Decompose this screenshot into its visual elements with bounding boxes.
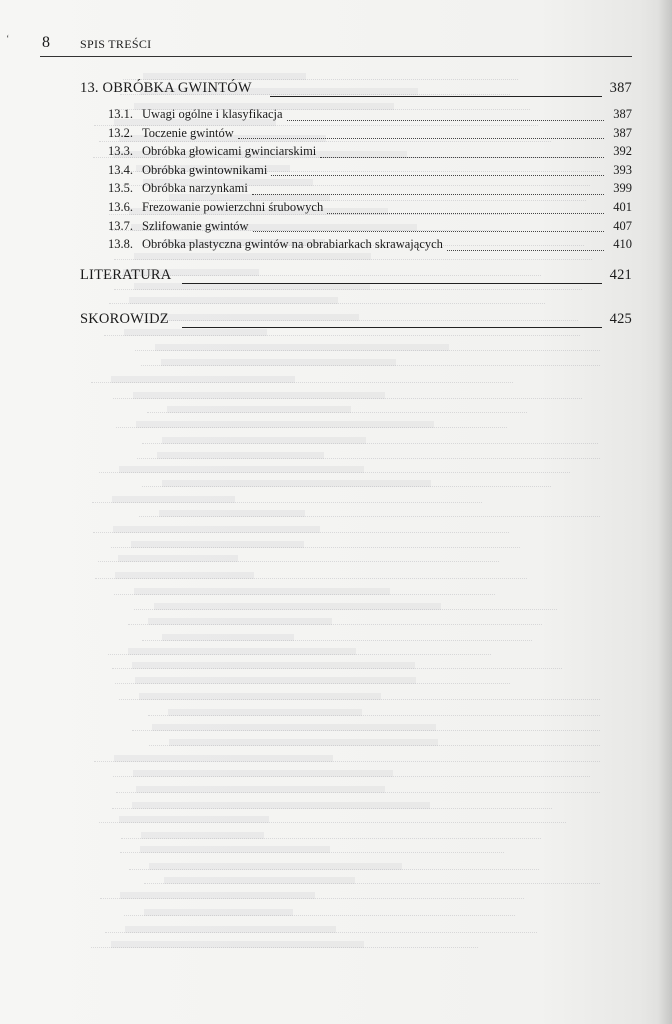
dot-leader (252, 193, 604, 195)
toc-subsection-list (108, 107, 632, 256)
ghost-text (128, 648, 356, 655)
ghost-text (129, 297, 338, 304)
chapter-rule (270, 96, 602, 97)
ghost-line (116, 791, 600, 793)
ghost-line (91, 946, 478, 948)
ghost-line (116, 426, 507, 428)
ghost-line (119, 698, 600, 700)
entry-number: 13.2. (108, 125, 133, 140)
ghost-line (114, 288, 582, 290)
entry-number: 13.4. (108, 162, 133, 177)
entry-label: Obróbka głowicami gwinciarskimi (142, 144, 317, 159)
ghost-line (129, 868, 539, 870)
ghost-text (132, 662, 415, 669)
ghost-line (128, 623, 542, 625)
ghost-text (162, 437, 366, 444)
ghost-text (136, 421, 434, 428)
ghost-line (135, 349, 600, 351)
ghost-text (132, 802, 430, 809)
ghost-line (142, 442, 598, 444)
ghost-text (154, 603, 441, 610)
ghost-text (157, 452, 324, 459)
ghost-text (140, 846, 330, 853)
ghost-text (159, 510, 305, 517)
ghost-line (139, 515, 600, 517)
ghost-text (144, 909, 293, 916)
ghost-text (114, 755, 333, 762)
ghost-line (113, 775, 590, 777)
ghost-text (125, 926, 336, 933)
ghost-text (111, 376, 295, 383)
entry-number: 13.5. (108, 181, 133, 196)
ghost-line (104, 334, 580, 336)
index-rule (182, 327, 602, 328)
literature-title: LITERATURA (80, 267, 172, 283)
ghost-text (131, 541, 304, 548)
dot-leader (327, 212, 604, 214)
ghost-line (132, 729, 600, 731)
ghost-line (98, 560, 499, 562)
ghost-line (112, 667, 562, 669)
chapter-title: 13. OBRÓBKA GWINTÓW (80, 80, 252, 96)
page-number: 8 (42, 34, 50, 51)
ghost-line (147, 411, 527, 413)
ghost-line (121, 837, 541, 839)
toc-entry[interactable] (108, 107, 632, 126)
ghost-text (155, 344, 449, 351)
ghost-text (133, 392, 385, 399)
ghost-text (119, 466, 364, 473)
ghost-text (162, 634, 294, 641)
ghost-line (142, 639, 532, 641)
literature-rule (182, 283, 602, 284)
dot-leader (238, 137, 604, 139)
ghost-line (100, 897, 524, 899)
margin-mark: ‘ (6, 34, 10, 45)
entry-number: 13.3. (108, 144, 133, 159)
running-head: SPIS TREŚCI (80, 37, 152, 51)
entry-page: 399 (613, 181, 632, 196)
ghost-text (136, 786, 385, 793)
entry-page: 387 (613, 107, 632, 121)
ghost-line (113, 397, 582, 399)
ghost-line (141, 364, 600, 366)
ghost-line (148, 714, 600, 716)
toc-entry[interactable] (108, 144, 632, 163)
ghost-text (120, 892, 315, 899)
ghost-text (111, 941, 364, 948)
ghost-line (115, 682, 510, 684)
ghost-line (99, 821, 566, 823)
entry-page: 401 (613, 199, 632, 214)
ghost-text (113, 526, 320, 533)
ghost-text (152, 724, 436, 731)
toc-literature[interactable] (80, 267, 632, 287)
ghost-text (169, 739, 438, 746)
entry-number: 13.8. (108, 237, 133, 252)
ghost-text (115, 572, 254, 579)
ghost-line (91, 381, 513, 383)
ghost-text (164, 877, 355, 884)
ghost-text (167, 406, 351, 413)
ghost-line (142, 485, 551, 487)
entry-label: Obróbka plastyczna gwintów na obrabiarkach skrawających (142, 237, 443, 252)
ghost-text (149, 863, 402, 870)
ghost-line (109, 302, 545, 304)
entry-page: 407 (613, 218, 632, 233)
toc-entry[interactable] (108, 181, 632, 200)
ghost-line (99, 471, 570, 473)
entry-label: Toczenie gwintów (142, 125, 234, 140)
toc-entry[interactable] (108, 200, 632, 219)
ghost-text (119, 816, 269, 823)
ghost-line (114, 258, 592, 260)
ghost-text (148, 618, 332, 625)
page-edge-shadow (658, 0, 672, 1024)
dot-leader (287, 119, 604, 121)
entry-label: Obróbka narzynkami (142, 181, 248, 196)
index-page: 425 (609, 311, 632, 327)
dot-leader (447, 249, 604, 251)
ghost-line (120, 851, 504, 853)
ghost-line (124, 914, 515, 916)
ghost-line (114, 593, 495, 595)
entry-page: 387 (613, 125, 632, 140)
chapter-page: 387 (609, 80, 632, 96)
ghost-text (118, 555, 238, 562)
dot-leader (271, 174, 604, 176)
ghost-line (112, 807, 552, 809)
toc-chapter-13[interactable] (80, 80, 632, 100)
ghost-text (162, 480, 431, 487)
entry-page: 410 (613, 237, 632, 252)
ghost-line (137, 457, 600, 459)
entry-number: 13.1. (108, 107, 133, 121)
toc-entry[interactable] (108, 163, 632, 182)
dot-leader (320, 156, 604, 158)
ghost-line (94, 760, 600, 762)
ghost-line (134, 608, 557, 610)
ghost-line (92, 501, 482, 503)
toc-entry[interactable] (108, 219, 632, 238)
toc-index[interactable] (80, 311, 632, 331)
entry-label: Obróbka gwintownikami (142, 162, 268, 177)
ghost-text (168, 709, 362, 716)
dot-leader (253, 230, 604, 232)
entry-label: Frezowanie powierzchni śrubowych (142, 199, 324, 214)
ghost-text (134, 588, 390, 595)
toc-entry[interactable] (108, 237, 632, 256)
ghost-line (105, 931, 537, 933)
page-header (40, 34, 632, 57)
ghost-line (149, 744, 600, 746)
entry-page: 393 (613, 162, 632, 177)
ghost-line (95, 577, 527, 579)
ghost-text (143, 73, 306, 80)
ghost-text (135, 677, 416, 684)
ghost-text (139, 693, 381, 700)
ghost-line (144, 882, 600, 884)
ghost-line (108, 653, 491, 655)
entry-page: 392 (613, 144, 632, 159)
ghost-text (161, 359, 396, 366)
toc-entry[interactable] (108, 126, 632, 145)
ghost-text (141, 832, 264, 839)
ghost-text (112, 496, 235, 503)
entry-number: 13.6. (108, 199, 133, 214)
entry-number: 13.7. (108, 218, 133, 233)
entry-label: Szlifowanie gwintów (142, 218, 249, 233)
literature-page: 421 (609, 267, 632, 283)
ghost-line (111, 546, 520, 548)
index-title: SKOROWIDZ (80, 311, 169, 327)
entry-label: Uwagi ogólne i klasyfikacja (142, 107, 283, 121)
ghost-text (133, 770, 393, 777)
ghost-line (93, 531, 509, 533)
